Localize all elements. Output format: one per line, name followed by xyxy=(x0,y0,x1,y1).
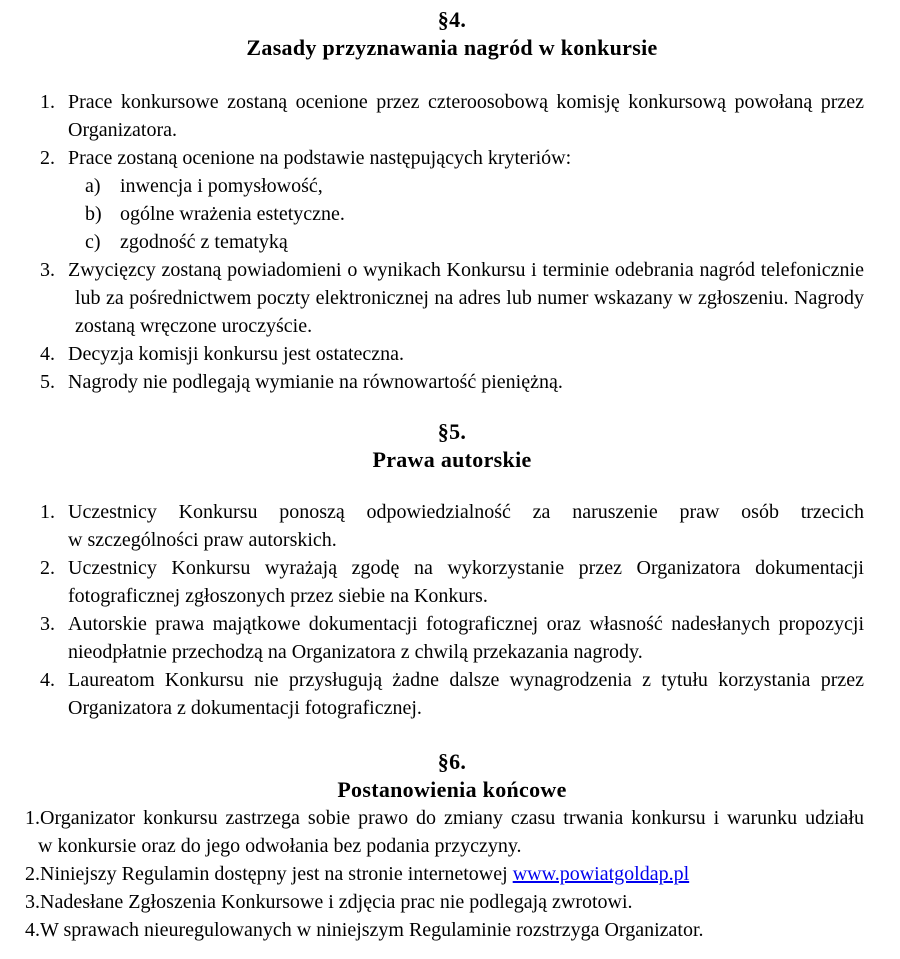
section-5-list xyxy=(40,498,864,722)
section-6-number: §6. xyxy=(437,749,467,774)
item-text: Nagrody nie podlegają wymianie na równowartość pieniężną. xyxy=(68,371,563,393)
list-item xyxy=(40,88,864,144)
item-marker: 3. xyxy=(25,891,40,913)
item-text: ogólne wrażenia estetyczne. xyxy=(120,203,345,225)
list-item xyxy=(25,888,864,916)
website-link[interactable]: www.powiatgoldap.pl xyxy=(512,863,690,885)
list-item xyxy=(40,610,864,666)
item-text: W sprawach nieuregulowanych w niniejszym Regulaminie rozstrzyga Organizator. xyxy=(40,919,704,941)
item-text: Laureatom Konkursu nie przysługują żadne dalsze wynagrodzenia z tytułu korzystania przez Organizatora z dokumentacji fotograficznej. xyxy=(68,669,864,719)
item-text: inwencja i pomysłowość, xyxy=(120,175,323,197)
section-5 xyxy=(40,418,864,722)
criteria-sublist xyxy=(40,172,864,256)
item-text: Autorskie prawa majątkowe dokumentacji fotograficznej oraz własność nadesłanych propozycji nieodpłatnie przechodzą na Organizatora z chwilą przekazania nagrody. xyxy=(68,613,864,663)
list-item xyxy=(25,916,864,944)
item-text: Prace konkursowe zostaną ocenione przez czteroosobową komisję konkursową powołaną przez Organizatora. xyxy=(68,91,864,141)
section-6-title: Postanowienia końcowe xyxy=(337,777,567,802)
list-item xyxy=(40,340,864,368)
list-item xyxy=(40,144,864,172)
item-marker: 2. xyxy=(40,557,55,579)
item-marker: 1. xyxy=(40,91,55,113)
item-text: zgodność z tematyką xyxy=(120,231,288,253)
item-marker: 4. xyxy=(25,919,40,941)
section-5-title: Prawa autorskie xyxy=(372,447,532,472)
item-marker: c) xyxy=(85,231,101,253)
section-5-number: §5. xyxy=(437,419,467,444)
item-marker: 5. xyxy=(40,371,55,393)
item-marker: 4. xyxy=(40,669,55,691)
sub-list-item xyxy=(40,228,864,256)
item-marker: 3. xyxy=(40,259,55,281)
list-item xyxy=(25,860,864,888)
sub-list-item xyxy=(40,200,864,228)
list-item xyxy=(25,804,864,860)
item-text: Zwycięzcy zostaną powiadomieni o wynikach Konkursu i terminie odebrania nagród telefonicznie lub za pośrednictwem poczty elektronicznej na adres lub numer wskazany w zgłoszeniu. Nagrody zostaną wręczone uroczyście. xyxy=(68,259,864,337)
item-marker: b) xyxy=(85,203,102,225)
list-item xyxy=(40,368,864,396)
section-6 xyxy=(25,748,864,944)
item-text: Nadesłane Zgłoszenia Konkursowe i zdjęcia prac nie podlegają zwrotowi. xyxy=(40,891,633,913)
list-item xyxy=(40,498,864,554)
item-marker: 2. xyxy=(40,147,55,169)
list-item xyxy=(40,256,864,340)
item-marker: 1. xyxy=(25,807,40,829)
item-marker: 1. xyxy=(40,501,55,523)
list-item xyxy=(40,666,864,722)
section-4 xyxy=(40,6,864,396)
item-text: Prace zostaną ocenione na podstawie następujących kryteriów: xyxy=(68,147,572,169)
item-marker: a) xyxy=(85,175,101,197)
item-marker: 3. xyxy=(40,613,55,635)
item-text: Niniejszy Regulamin dostępny jest na stronie internetowej xyxy=(40,863,513,885)
item-text: Uczestnicy Konkursu wyrażają zgodę na wykorzystanie przez Organizatora dokumentacji fotograficznej zgłoszonych przez siebie na Konkurs. xyxy=(68,557,864,607)
sub-list-item xyxy=(40,172,864,200)
item-text: Decyzja komisji konkursu jest ostateczna. xyxy=(68,343,405,365)
item-marker: 4. xyxy=(40,343,55,365)
section-4-title: Zasady przyznawania nagród w konkursie xyxy=(246,35,658,60)
section-4-list xyxy=(40,88,864,396)
list-item xyxy=(40,554,864,610)
item-marker: 2. xyxy=(25,863,40,885)
item-text: Organizator konkursu zastrzega sobie prawo do zmiany czasu trwania konkursu i warunku udziału w konkursie oraz do jego odwołania bez podania przyczyny. xyxy=(38,807,864,857)
section-4-number: §4. xyxy=(437,7,467,32)
section-6-list xyxy=(25,804,864,944)
item-text: Uczestnicy Konkursu ponoszą odpowiedzialność za naruszenie praw osób trzecich w szczególności praw autorskich. xyxy=(68,501,864,551)
